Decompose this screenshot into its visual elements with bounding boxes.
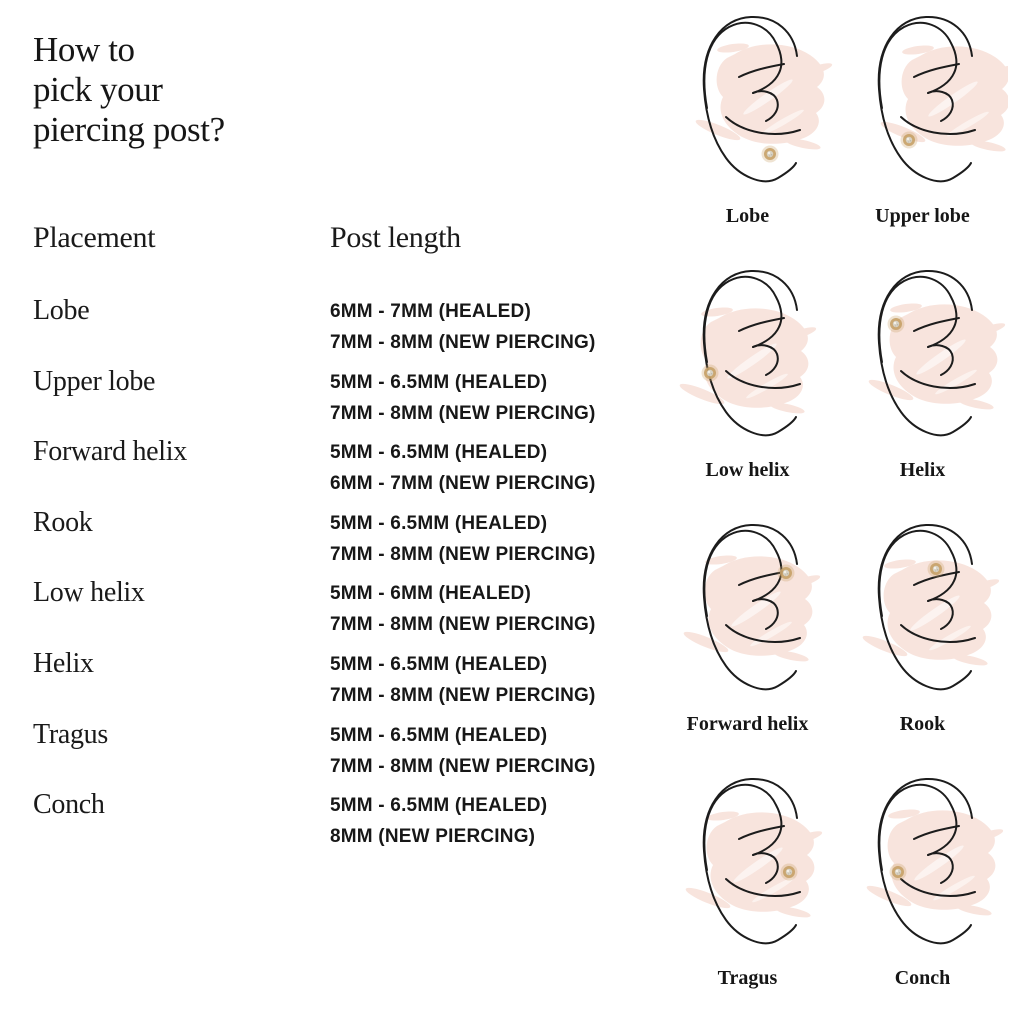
paint-splash <box>677 306 816 416</box>
placement-label: Conch <box>33 789 105 821</box>
ear-label: Forward helix <box>686 713 809 735</box>
page-title <box>33 30 225 150</box>
stud-earring-icon <box>777 565 794 582</box>
table-header-row <box>33 222 653 254</box>
stud-earring-icon <box>887 316 904 333</box>
healed-length: 6MM - 7MM (HEALED) <box>330 301 531 322</box>
healed-length: 5MM - 6.5MM (HEALED) <box>330 795 548 817</box>
ear-label: Upper lobe <box>875 205 970 227</box>
stud-earring-icon <box>927 561 944 578</box>
ear-cell-upper-lobe <box>835 12 1010 266</box>
ear-label: Low helix <box>705 459 790 481</box>
placement-label: Low helix <box>33 577 145 609</box>
new-piercing-length: 7MM - 8MM (NEW PIERCING) <box>330 402 596 424</box>
paint-splash <box>681 554 820 664</box>
paint-splash <box>878 44 1007 154</box>
post-length-values <box>330 367 653 437</box>
table-row <box>33 719 653 790</box>
post-length-column-header: Post length <box>330 221 461 254</box>
healed-length: 5MM - 6.5MM (HEALED) <box>330 512 548 534</box>
placement-label: Rook <box>33 506 93 538</box>
ear-cell-forward-helix <box>660 520 835 774</box>
table-row <box>33 436 653 507</box>
page-title-line: pick your <box>33 70 163 109</box>
healed-length: 5MM - 6.5MM (HEALED) <box>330 371 548 393</box>
paint-splash <box>866 302 1005 412</box>
page-title-line: How to <box>33 30 135 69</box>
ear-illustration-upper-lobe <box>838 12 1008 197</box>
ear-cell-tragus <box>660 774 835 1028</box>
ear-illustration-forward-helix <box>663 520 833 705</box>
ear-illustration-lobe <box>663 12 833 197</box>
healed-length: 5MM - 6.5MM (HEALED) <box>330 442 548 464</box>
ear-cell-low-helix <box>660 266 835 520</box>
stud-earring-icon <box>889 864 906 881</box>
placement-column-header: Placement <box>33 221 156 254</box>
table-row <box>33 648 653 719</box>
placement-label: Tragus <box>33 718 108 750</box>
placement-label: Forward helix <box>33 436 187 468</box>
healed-length: 5MM - 6.5MM (HEALED) <box>330 653 548 675</box>
table-row <box>33 789 653 860</box>
placement-label: Lobe <box>33 295 90 326</box>
ear-cell-helix <box>835 266 1010 520</box>
stud-earring-icon <box>900 132 917 149</box>
ear-label: Tragus <box>717 967 778 989</box>
post-length-values <box>330 437 653 507</box>
ear-diagram-grid <box>660 12 1010 1028</box>
post-length-values <box>330 578 653 648</box>
healed-length: 5MM - 6MM (HEALED) <box>330 583 531 605</box>
post-length-values <box>330 649 653 719</box>
table-row <box>33 577 653 648</box>
ear-cell-conch <box>835 774 1010 1028</box>
ear-label: Rook <box>899 713 946 735</box>
post-length-values <box>330 720 653 790</box>
ear-label: Lobe <box>725 205 770 227</box>
ear-cell-lobe <box>660 12 835 266</box>
ear-illustration-helix <box>838 266 1008 451</box>
new-piercing-length: 7MM - 8MM (NEW PIERCING) <box>330 755 596 777</box>
ear-illustration-conch <box>838 774 1008 959</box>
ear-illustration-tragus <box>663 774 833 959</box>
stud-earring-icon <box>761 146 778 163</box>
ear-illustration-low-helix <box>663 266 833 451</box>
new-piercing-length: 8MM (NEW PIERCING) <box>330 826 536 848</box>
new-piercing-length: 7MM - 8MM (NEW PIERCING) <box>330 684 596 706</box>
ear-illustration-rook <box>838 520 1008 705</box>
ear-cell-rook <box>835 520 1010 774</box>
table-row <box>33 366 653 437</box>
paint-splash <box>864 808 1003 918</box>
stud-earring-icon <box>780 864 797 881</box>
table-row <box>33 295 653 366</box>
stud-earring-icon <box>701 365 718 382</box>
post-length-values <box>330 790 653 860</box>
new-piercing-length: 7MM - 8MM (NEW PIERCING) <box>330 543 596 565</box>
new-piercing-length: 7MM - 8MM (NEW PIERCING) <box>330 614 596 636</box>
ear-label: Helix <box>899 459 946 481</box>
placement-label: Helix <box>33 647 94 679</box>
ear-label: Conch <box>894 967 951 989</box>
healed-length: 5MM - 6.5MM (HEALED) <box>330 724 548 746</box>
table-rows <box>33 295 653 860</box>
post-length-table <box>33 222 653 860</box>
new-piercing-length: 7MM - 8MM (NEW PIERCING) <box>330 332 596 353</box>
new-piercing-length: 6MM - 7MM (NEW PIERCING) <box>330 473 596 495</box>
placement-label: Upper lobe <box>33 365 156 397</box>
post-length-values <box>330 508 653 578</box>
page-title-line: piercing post? <box>33 110 225 149</box>
post-length-values <box>330 296 653 366</box>
table-row <box>33 507 653 578</box>
